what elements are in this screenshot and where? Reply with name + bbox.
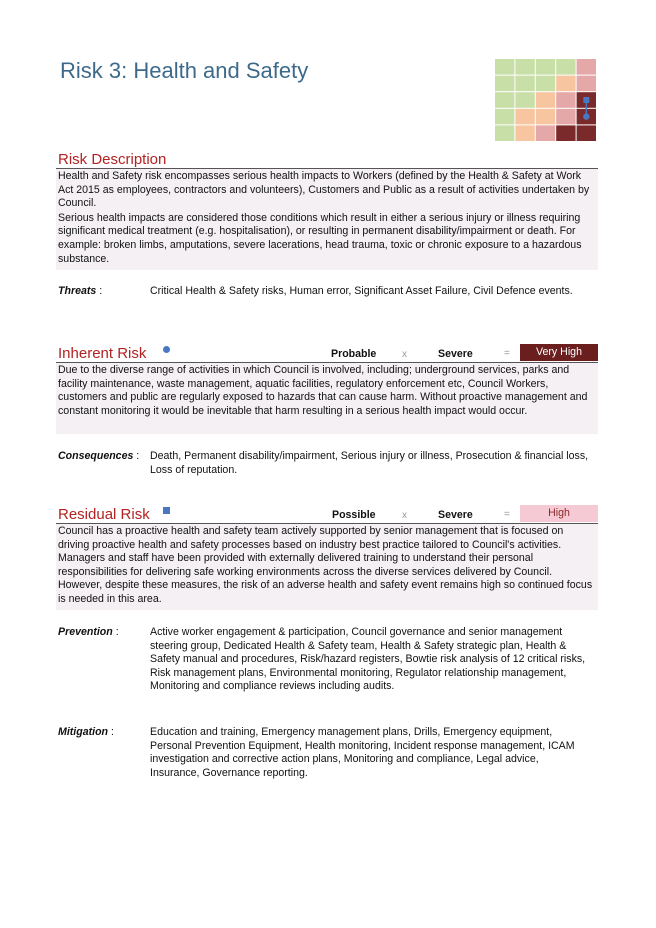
inherent-risk-heading: Inherent Risk (58, 345, 147, 362)
residual-risk-panel (56, 524, 598, 610)
inherent-risk-panel (56, 363, 598, 434)
matrix-cell (515, 109, 534, 125)
matrix-cell (536, 125, 555, 141)
matrix-cell (577, 125, 596, 141)
risk-description-paragraph: Serious health impacts are considered those conditions which result in either a serious injury or illness requiring significant medical treatment (e.g. hospitalisation), or resulting in permanent disability/impairment or death. For example: broken limbs, amputations, severe lacerations, head trauma, toxic or chronic exposure to a hazardous substance. (58, 211, 582, 265)
page-title: Risk 3: Health and Safety (60, 58, 309, 83)
matrix-cell (536, 76, 555, 92)
matrix-cell (536, 92, 555, 108)
consequences-label: Consequences : (58, 450, 140, 462)
inherent-rating-badge: Very High (520, 344, 598, 361)
residual-rating-badge: High (520, 505, 598, 522)
matrix-cell (556, 59, 575, 75)
risk-description-paragraph: Health and Safety risk encompasses serious health impacts to Workers (defined by the Health & Safety at Work Act 2015 as employees, contractors and volunteers), Customers and Public as a result of activities undertaken by Council. (58, 170, 590, 210)
risk-matrix (495, 59, 596, 141)
matrix-cell (495, 109, 514, 125)
risk-description-heading: Risk Description (58, 151, 167, 168)
matrix-cell (495, 59, 514, 75)
matrix-cell (495, 125, 514, 141)
matrix-cell (577, 76, 596, 92)
matrix-cell (515, 76, 534, 92)
matrix-cell (577, 59, 596, 75)
inherent-marker-icon (583, 113, 589, 119)
threats-text: Critical Health & Safety risks, Human error, Significant Asset Failure, Civil Defence events. (150, 285, 573, 297)
threats-label: Threats : (58, 285, 103, 297)
inherent-likelihood: Probable (331, 348, 377, 360)
square-marker-icon (163, 507, 170, 514)
matrix-cell (556, 125, 575, 141)
inherent-risk-description: Due to the diverse range of activities in which Council is involved, including; underground services, parks and facility maintenance, waste management, aquatic facilities, regulatory enforcement etc, Council Workers, customers and public are regularly exposed to hazards that can cause harm. Without proactive management and constant monitoring it would be inevitable that harm resulting in a serious health impact would occur. (58, 364, 588, 417)
matrix-cell (515, 59, 534, 75)
consequences-text: Death, Permanent disability/impairment, Serious injury or illness, Prosecution & financial loss, Loss of reputation. (150, 450, 589, 476)
prevention-label: Prevention : (58, 626, 119, 638)
matrix-cell (495, 92, 514, 108)
matrix-cell (495, 76, 514, 92)
residual-risk-description: Council has a proactive health and safety team actively supported by senior management that is focused on driving proactive health and safety processes based on industry best practice tailored to Council's activities. Managers and staff have been provided with externally delivered training to understand their personal responsibilities for delivering safe working environments across the diverse services delivered by Council. However, despite these measures, the risk of an adverse health and safety event remains high so continued focus is needed in this area. (58, 525, 593, 605)
mitigation-label: Mitigation : (58, 726, 114, 738)
matrix-cell (556, 92, 575, 108)
times-sign: x (402, 510, 407, 521)
matrix-cell (536, 109, 555, 125)
times-sign: x (402, 349, 407, 360)
prevention-text: Active worker engagement & participation, Council governance and senior management steering group, Dedicated Health & Safety team, Health & Safety strategic plan, Health & Safety manual and procedures, Risk/hazard registers, Bowtie risk analysis of 12 critical risks, Risk management plans, Environmental monitoring, Regulator relationship management, Monitoring and compliance reviews including audits. (150, 626, 586, 693)
matrix-cell (515, 125, 534, 141)
equals-sign: = (504, 348, 510, 359)
matrix-cell (536, 59, 555, 75)
residual-marker-icon (583, 97, 589, 103)
residual-likelihood: Possible (332, 509, 376, 521)
inherent-consequence: Severe (438, 348, 473, 360)
matrix-cell (556, 109, 575, 125)
equals-sign: = (504, 509, 510, 520)
risk-description-panel (56, 169, 598, 270)
residual-consequence: Severe (438, 509, 473, 521)
residual-risk-heading: Residual Risk (58, 506, 150, 523)
mitigation-text: Education and training, Emergency management plans, Drills, Emergency equipment, Personal Prevention Equipment, Health monitoring, Incident response management, ICAM investigation and corrective action plans, Monitoring and compliance, Legal advice, Insurance, Governance reporting. (150, 726, 575, 779)
circle-marker-icon (163, 346, 170, 353)
matrix-cell (515, 92, 534, 108)
matrix-cell (556, 76, 575, 92)
